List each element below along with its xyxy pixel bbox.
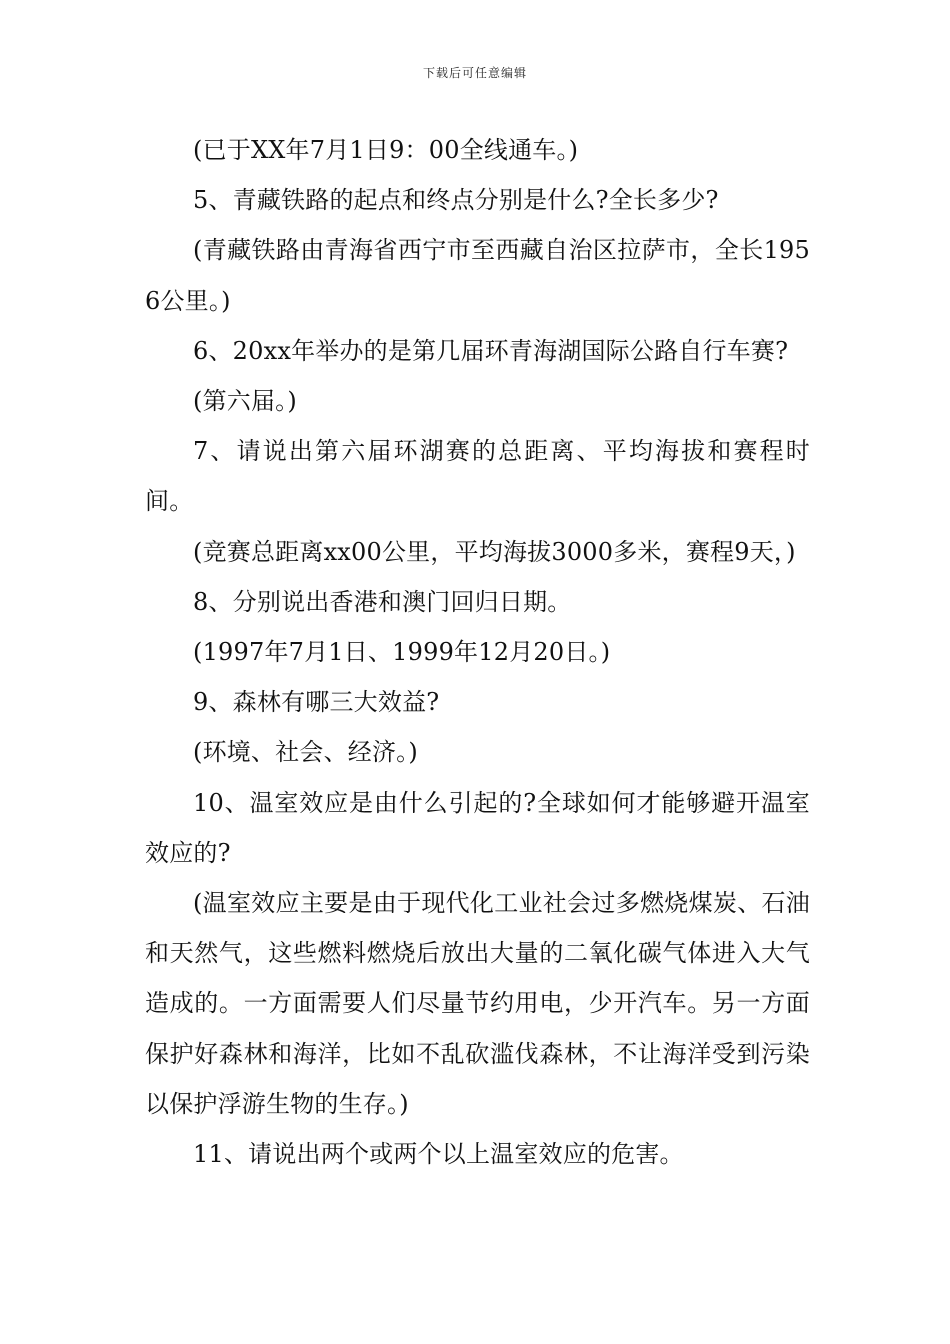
question-paragraph: 5、青藏铁路的起点和终点分别是什么?全长多少?: [193, 186, 719, 215]
page-header: 下载后可任意编辑: [422, 66, 527, 80]
question-paragraph: 9、森林有哪三大效益?: [193, 688, 440, 717]
answer-paragraph: (第六届。): [193, 387, 297, 416]
question-paragraph: 8、分别说出香港和澳门回归日期。: [193, 587, 572, 616]
answer-paragraph: (1997年7月1日、1999年12月20日。): [193, 638, 611, 667]
question-paragraph: 11、请说出两个或两个以上温室效应的危害。: [193, 1140, 684, 1169]
answer-paragraph: (竞赛总距离xx00公里，平均海拔3000多米，赛程9天，): [193, 537, 796, 566]
question-paragraph: 10、温室效应是由什么引起的?全球如何才能够避开温室效应的?: [145, 788, 810, 867]
question-paragraph: 7、请说出第六届环湖赛的总距离、平均海拔和赛程时间。: [145, 437, 810, 516]
answer-paragraph: (已于XX年7月1日9：00全线通车。): [193, 136, 579, 164]
document-body: [145, 125, 810, 1179]
answer-paragraph: (环境、社会、经济。): [193, 738, 418, 767]
answer-paragraph: (温室效应主要是由于现代化工业社会过多燃烧煤炭、石油和天然气，这些燃料燃烧后放出大量的二氧化碳气体进入大气造成的。一方面需要人们尽量节约用电，少开汽车。另一方面保护好森林和海洋，比如不乱砍滥伐森林，不让海洋受到污染以保护浮游生物的生存。): [145, 889, 810, 1118]
question-paragraph: 6、20xx年举办的是第几届环青海湖国际公路自行车赛?: [193, 336, 789, 365]
answer-paragraph: (青藏铁路由青海省西宁市至西藏自治区拉萨市，全长1956公里。): [145, 236, 810, 315]
